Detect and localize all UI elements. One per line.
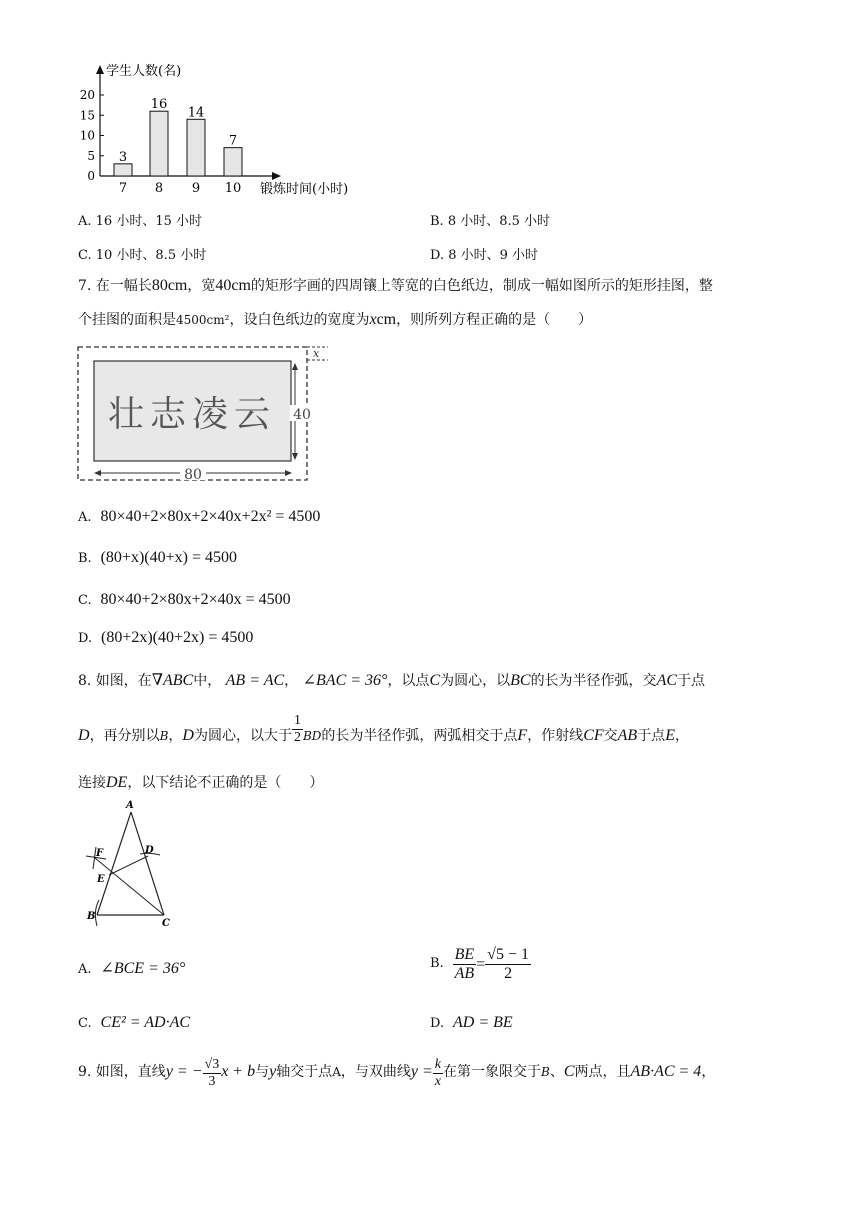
q7-option-c: C. 80×40+2×80x+2×40x = 4500 <box>78 591 291 608</box>
label-40: 40 <box>293 407 311 423</box>
q8-line1: 8. 如图，在∇ABC中， AB = AC， ∠BAC = 36°，以点C为圆心，以BC的长为半径作弧，交AC于点 <box>78 672 706 689</box>
q8-option-b: B. $\frac{BE}{AB}$ = $\frac{√5 - 1}{2}$ <box>430 946 529 983</box>
bar-value-label: 7 <box>228 133 238 149</box>
bar <box>114 164 132 176</box>
y-tick-label: 15 <box>79 108 95 123</box>
y-tick-label: 5 <box>87 148 95 163</box>
chart-xticks <box>119 181 241 196</box>
q8-line3: 连接DE，以下结论不正确的是（ ） <box>78 774 324 791</box>
y-tick-label: 0 <box>87 169 95 183</box>
bar <box>150 111 168 176</box>
vertex-b: B <box>87 911 96 922</box>
painting-text: 壮志凌云 <box>107 394 277 435</box>
bar <box>187 119 205 176</box>
q8-option-d: D. AD = BE <box>430 1014 513 1031</box>
x-tick-label: 7 <box>118 181 128 196</box>
point-e: E <box>97 874 105 885</box>
x-tick-label: 10 <box>224 181 242 196</box>
chart-bars <box>114 97 242 176</box>
bar-value-label: 14 <box>187 105 205 121</box>
chart-xlabel: 锻炼时间(小时) <box>260 182 349 197</box>
bar <box>224 148 242 176</box>
chart-ylabel: 学生人数(名) <box>106 64 182 79</box>
bar-value-label: 16 <box>150 97 168 113</box>
y-tick-label: 20 <box>79 88 95 102</box>
vertex-a: A <box>126 800 134 811</box>
q8-option-a: A. ∠BCE = 36° <box>78 960 186 977</box>
label-80: 80 <box>184 467 202 483</box>
q7-option-d: D. (80+2x)(40+2x) = 4500 <box>78 629 254 646</box>
bar-value-label: 3 <box>118 149 128 165</box>
q6-option-d: D. 8 小时、9 小时 <box>430 248 539 263</box>
q7-figure <box>76 342 332 486</box>
x-tick-label: 9 <box>191 181 201 196</box>
point-d: D <box>145 845 154 856</box>
q7-line2: 个挂图的面积是4500cm²，设白色纸边的宽度为xcm，则所列方程正确的是（ ） <box>78 311 593 328</box>
q7-option-a: A. 80×40+2×80x+2×40x+2x² = 4500 <box>78 508 321 525</box>
point-f: F <box>96 848 104 859</box>
q6-option-c: C. 10 小时、8.5 小时 <box>78 248 207 263</box>
q7-option-b: B. (80+x)(40+x) = 4500 <box>78 549 237 566</box>
label-x: x <box>313 347 320 360</box>
q6-option-a: A. 16 小时、15 小时 <box>78 214 203 229</box>
q6-option-b: B. 8 小时、8.5 小时 <box>430 214 551 229</box>
vertex-c: C <box>162 918 170 929</box>
x-tick-label: 8 <box>154 181 164 196</box>
q9-line: 9. 如图，直线y = − $\frac{√3}{3}$ x + b与y轴交于点A，与双曲线y = $\frac{k}{x}$ 在第一象限交于B、C两点，且AB·AC = 4， <box>78 1057 716 1090</box>
q7-line1: 7. 在一幅长80cm，宽40cm的矩形字画的四周镶上等宽的白色纸边，制成一幅如图所示的矩形挂图，整 <box>78 277 713 294</box>
q8-figure <box>80 798 180 932</box>
y-tick-label: 10 <box>79 128 95 143</box>
bar-chart <box>70 62 349 202</box>
q8-line2: D，再分别以B，D为圆心，以大于 $\frac{1}{2}$ BD的长为半径作弧，两弧相交于点F，作射线CF交AB于点E， <box>78 713 689 746</box>
q8-option-c: C. CE² = AD·AC <box>78 1014 191 1031</box>
